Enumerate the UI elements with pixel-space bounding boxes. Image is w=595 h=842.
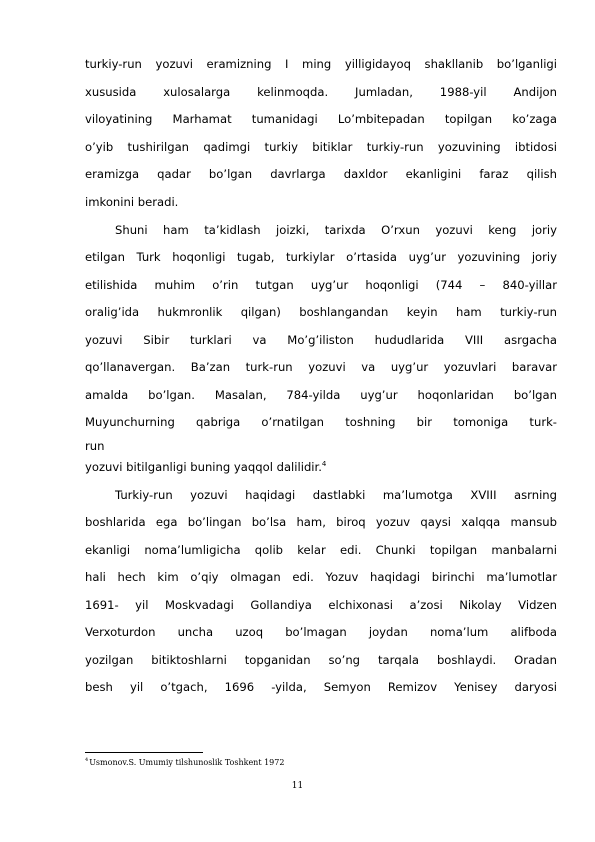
text-line: eramizga qadar bo’lgan davrlarga daxldor ekanligini faraz qilish [85,167,557,181]
footnote-reference: 4 [321,460,327,469]
text-line: amalda bo’lgan. Masalan, 784-yilda uyg’ur hoqonlaridan bo’lgan [85,388,557,402]
text-line: 1691- yil Moskvadagi Gollandiya elchixonasi a’zosi Nikolay Vidzen [85,598,557,612]
text-span: yozuvi bitilganligi buning yaqqol dalilidir. [85,460,322,474]
text-line: boshlarida ega bo’lingan bo’lsa ham, biroq yozuv qaysi xalqqa mansub [85,515,557,529]
text-line: xususida xulosalarga kelinmoqda. Jumladan, 1988-yil Andijon [85,85,557,99]
text-line: Verxoturdon uncha uzoq bo’lmagan joydan noma’lum alifboda [85,625,557,639]
text-line: Shuni ham ta’kidlash joizki, tarixda O’rxun yozuvi keng joriy [115,223,557,237]
footnote [85,758,284,768]
text-line: turkiy-run yozuvi eramizning I ming yilligidayoq shakllanib bo’lganligi [85,57,557,71]
text-line: run [85,439,105,453]
text-line: viloyatining Marhamat tumanidagi Lo’mbitepadan topilgan ko’zaga [85,112,557,126]
text-line: yozuvi Sibir turklari va Mo’g’iliston hududlarida VIII asrgacha [85,333,557,347]
text-line: qo’llanavergan. Ba’zan turk-run yozuvi va uyg’ur yozuvlari baravar [85,360,557,374]
text-line: Turkiy-run yozuvi haqidagi dastlabki ma’lumotga XVIII asrning [115,488,557,502]
footnote-text: Usmonov.S. Umumiy tilshunoslik Toshkent 1972 [89,758,285,767]
text-line: ekanligi noma’lumligicha qolib kelar edi. Chunki topilgan manbalarni [85,543,557,557]
text-line: o’yib tushirilgan qadimgi turkiy bitiklar turkiy-run yozuvining ibtidosi [85,140,557,154]
text-line: besh yil o’tgach, 1696 -yilda, Semyon Remizov Yenisey daryosi [85,680,557,694]
footnote-number: 4 [85,757,89,764]
page-number: 11 [291,781,304,791]
text-line: imkonini beradi. [85,195,179,209]
text-line: oralig’ida hukmronlik qilgan) boshlangandan keyin ham turkiy-run [85,305,557,319]
text-line: etilishida muhim o’rin tutgan uyg’ur hoqonligi (744 – 840-yillar [85,278,557,292]
text-line: yozilgan bitiktoshlarni topganidan so’ng tarqala boshlaydi. Oradan [85,653,557,667]
text-line [85,459,557,475]
text-line: hali hech kim o’qiy olmagan edi. Yozuv haqidagi birinchi ma’lumotlar [85,570,557,584]
text-line: Muyunchurning qabriga o’rnatilgan toshning bir tomoniga turk- [85,415,557,429]
text-line: etilgan Turk hoqonligi tugab, turkiylar o’rtasida uyg’ur yozuvining joriy [85,250,557,264]
footnote-divider [85,752,203,753]
